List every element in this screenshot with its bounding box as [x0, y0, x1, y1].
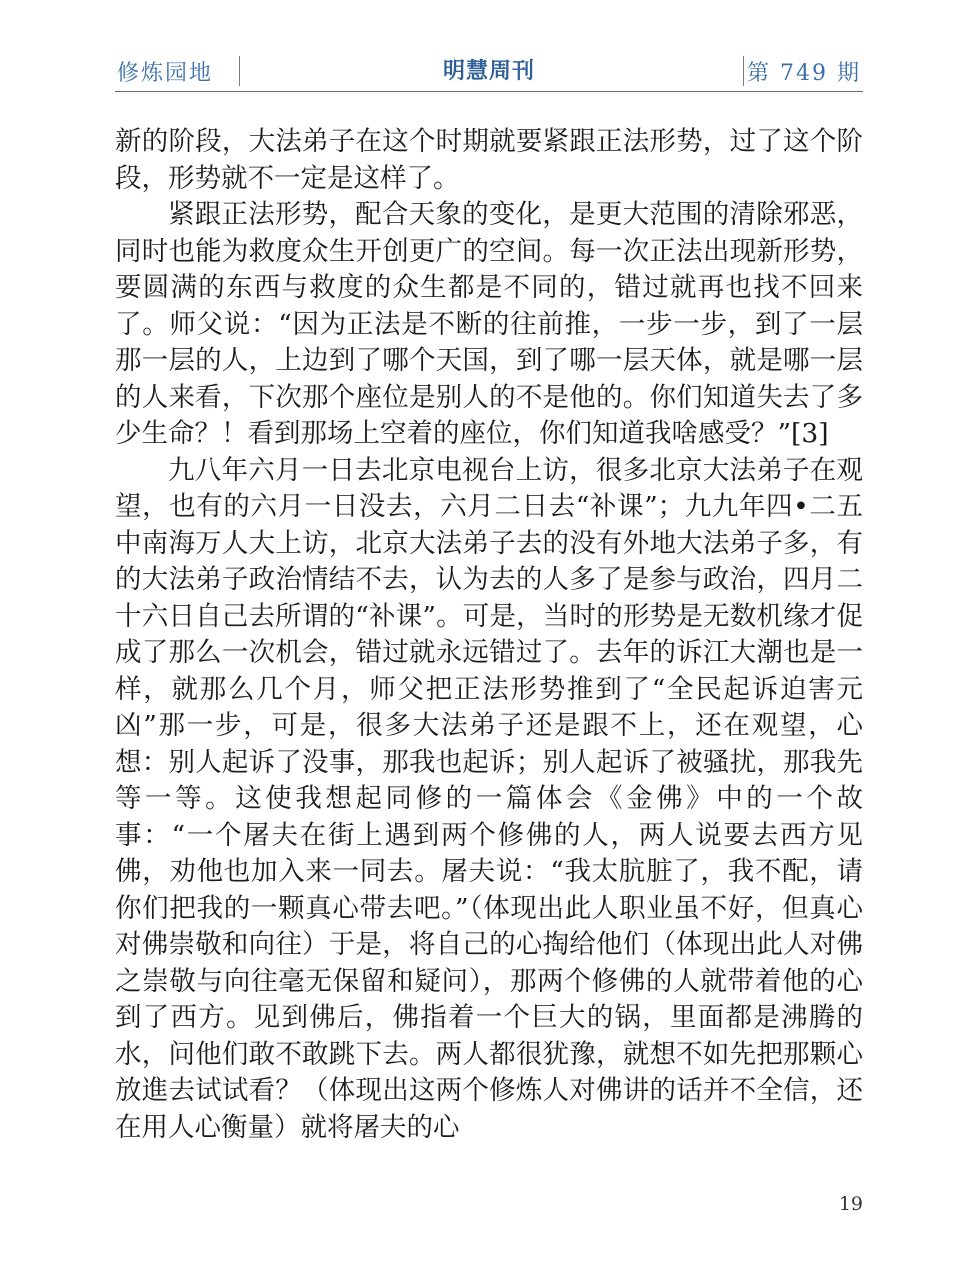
issue-number: 第 749 期: [747, 61, 861, 86]
header-divider-right: [743, 56, 744, 86]
paragraph: 九八年六月一日去北京电视台上访，很多北京大法弟子在观望，也有的六月一日没去，六月二日去“补课”；九九年四•二五中南海万人大上访，北京大法弟子去的没有外地大法弟子多，有的大法弟子政治情结不去，认为去的人多了是参与政治，四月二十六日自己去所谓的“补课”。可是，当时的形势是无数机缘才促成了那么一次机会，错过就永远错过了。去年的诉江大潮也是一样，就那么几个月，师父把正法形势推到了“全民起诉迫害元凶”那一步，可是，很多大法弟子还是跟不上，还在观望，心想：别人起诉了没事，那我也起诉；别人起诉了被骚扰，那我先等一等。这使我想起同修的一篇体会《金佛》中的一个故事：“一个屠夫在街上遇到两个修佛的人，两人说要去西方见佛，劝他也加入来一同去。屠夫说：“我太肮脏了，我不配，请你们把我的一颗真心带去吧。”（体现出此人职业虽不好，但真心对佛崇敬和向往）于是，将自己的心掏给他们（体现出此人对佛之崇敬与向往毫无保留和疑问），那两个修佛的人就带着他的心到了西方。见到佛后，佛指着一个巨大的锅，里面都是沸腾的水，问他们敢不敢跳下去。两人都很犹豫，就想不如先把那颗心放進去试试看？（体现出这两个修炼人对佛讲的话并不全信，还在用人心衡量）就将屠夫的心: [115, 454, 863, 1143]
paragraph: 紧跟正法形势，配合天象的变化，是更大范围的清除邪恶，同时也能为救度众生开创更广的空间。每一次正法出现新形势，要圆满的东西与救度的众生都是不同的，错过就再也找不回来了。师父说：“因为正法是不断的往前推，一步一步，到了一层那一层的人，上边到了哪个天国，到了哪一层天体，就是哪一层的人来看，下次那个座位是别人的不是他的。你们知道失去了多少生命？！看到那场上空着的座位，你们知道我啥感受？”[3]: [115, 199, 863, 449]
paragraph-continuation: 新的阶段，大法弟子在这个时期就要紧跟正法形势，过了这个阶段，形势就不一定是这样了。: [115, 126, 863, 194]
section-name: 修炼园地: [117, 61, 214, 86]
page-number: 19: [838, 1193, 863, 1215]
article-body: [115, 124, 863, 1146]
publication-title: 明慧周刊: [442, 58, 535, 84]
header-rule: [115, 91, 863, 92]
page-header: [115, 50, 863, 92]
